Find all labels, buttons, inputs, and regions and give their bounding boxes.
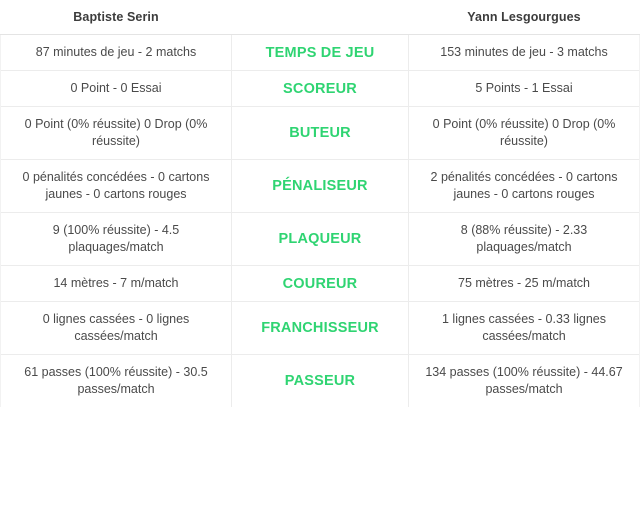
stat-category: BUTEUR: [289, 125, 351, 141]
header-player-right: Yann Lesgourgues: [467, 10, 581, 24]
stat-category: SCOREUR: [283, 80, 357, 97]
table-row: [1, 71, 639, 107]
table-header-row: [0, 0, 640, 35]
stat-category: COUREUR: [282, 275, 358, 292]
stat-category: TEMPS DE JEU: [265, 44, 375, 61]
stat-value-left: 14 mètres - 7 m/match: [53, 276, 179, 290]
stat-value-right: 8 (88% réussite) - 2.33 plaquages/match: [460, 223, 588, 254]
stat-value-right: 0 Point (0% réussite) 0 Drop (0% réussite): [432, 117, 616, 148]
stat-value-left: 87 minutes de jeu - 2 matchs: [35, 45, 197, 59]
stat-value-right: 2 pénalités concédées - 0 cartons jaunes - 0 cartons rouges: [430, 170, 618, 201]
table-row: [1, 266, 639, 302]
table-row: [1, 355, 639, 407]
stat-value-right: 134 passes (100% réussite) - 44.67 passes/match: [425, 365, 623, 396]
stat-value-left: 0 lignes cassées - 0 lignes cassées/match: [42, 312, 190, 343]
stat-value-left: 0 pénalités concédées - 0 cartons jaunes - 0 cartons rouges: [22, 170, 210, 201]
stat-value-left: 0 Point (0% réussite) 0 Drop (0% réussite): [24, 117, 208, 148]
stat-value-left: 9 (100% réussite) - 4.5 plaquages/match: [52, 223, 180, 254]
stat-value-right: 5 Points - 1 Essai: [475, 81, 573, 95]
stat-category: PÉNALISEUR: [272, 178, 368, 194]
stat-value-right: 75 mètres - 25 m/match: [458, 276, 590, 290]
table-row: [1, 160, 639, 213]
stat-category: PLAQUEUR: [278, 231, 362, 247]
stat-category: FRANCHISSEUR: [261, 320, 379, 336]
stat-value-right: 1 lignes cassées - 0.33 lignes cassées/match: [442, 312, 606, 343]
table-row: [1, 107, 639, 160]
table-row: [1, 213, 639, 266]
stat-value-left: 61 passes (100% réussite) - 30.5 passes/match: [24, 365, 208, 396]
header-player-left: Baptiste Serin: [73, 10, 159, 24]
table-row: [1, 302, 639, 355]
table-body: [0, 35, 640, 407]
stat-category: PASSEUR: [284, 373, 356, 389]
stat-value-right: 153 minutes de jeu - 3 matchs: [440, 45, 608, 59]
table-row: [1, 35, 639, 71]
stat-value-left: 0 Point - 0 Essai: [70, 81, 162, 95]
